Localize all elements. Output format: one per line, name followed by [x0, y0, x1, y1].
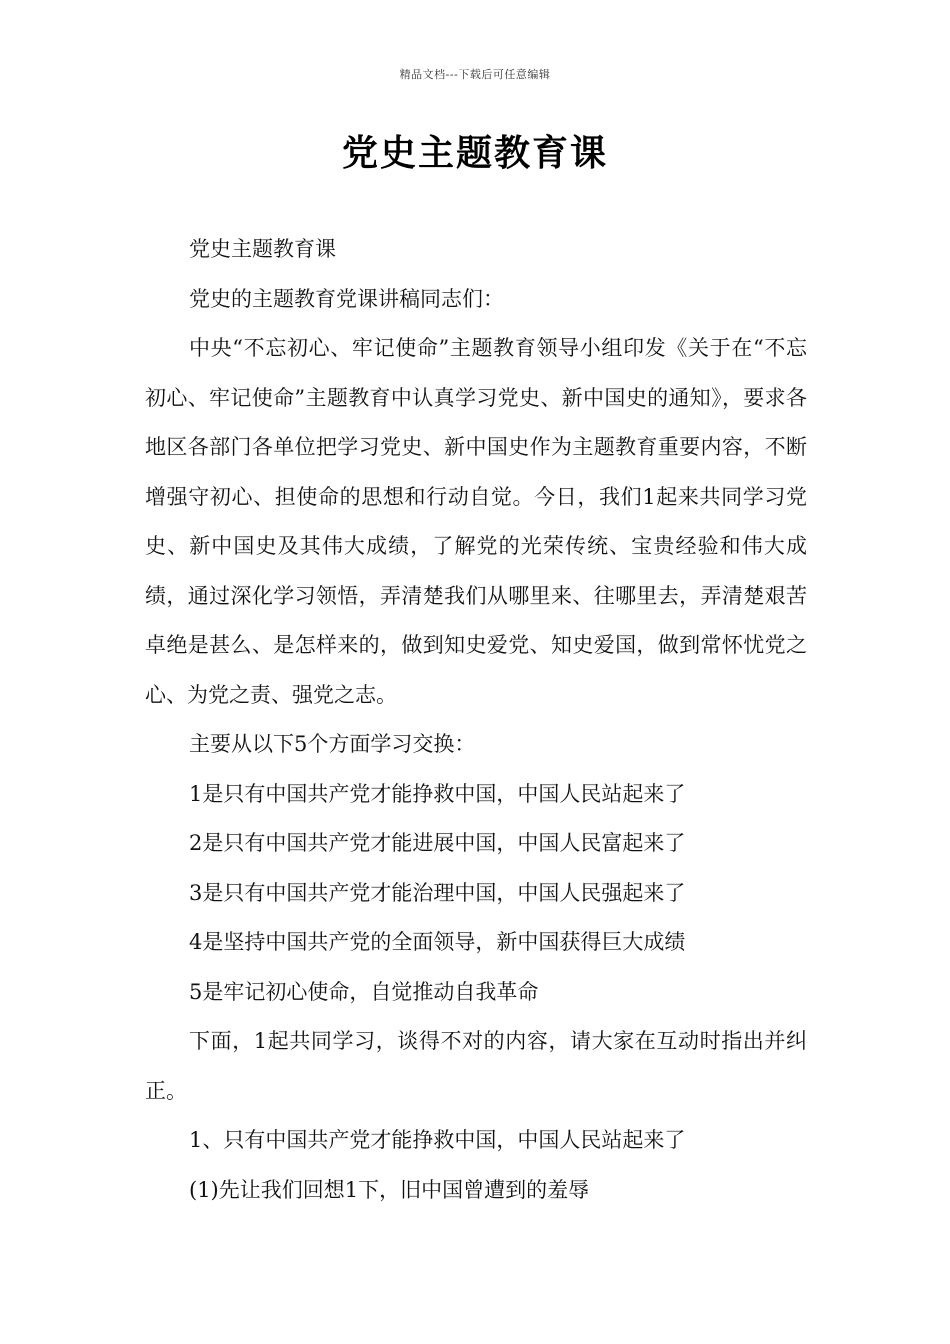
document-body: [145, 225, 807, 1215]
paragraph-intro: 中央“不忘初心、牢记使命”主题教育领导小组印发《关于在“不忘初心、牢记使命”主题教育中认真学习党史、新中国史的通知》，要求各地区各部门各单位把学习党史、新中国史作为主题教育重要内容，不断增强守初心、担使命的思想和行动自觉。今日，我们1起来共同学习党史、新中国史及其伟大成绩，了解党的光荣传统、宝贵经验和伟大成绩，通过深化学习领悟，弄清楚我们从哪里来、往哪里去，弄清楚艰苦卓绝是甚么、是怎样来的，做到知史爱党、知史爱国，做到常怀忧党之心、为党之责、强党之志。: [145, 336, 807, 707]
section-heading-1: 1、只有中国共产党才能挣救中国，中国人民站起来了: [189, 1128, 686, 1152]
outline-item-3: 3是只有中国共产党才能治理中国，中国人民强起来了: [189, 880, 686, 905]
document-title: 党史主题教育课: [341, 132, 608, 174]
paragraph-transition: 下面，1起共同学习，谈得不对的内容，请大家在互动时指出并纠正。: [145, 1029, 807, 1103]
outline-item-5: 5是牢记初心使命，自觉推动自我革命: [189, 979, 539, 1004]
outline-item-4: 4是坚持中国共产党的全面领导，新中国获得巨大成绩: [189, 930, 686, 954]
subsection-heading-1: (1)先让我们回想1下，旧中国曾遭到的羞辱: [189, 1177, 590, 1202]
outline-item-1: 1是只有中国共产党才能挣救中国，中国人民站起来了: [189, 781, 686, 806]
paragraph-outline-lead: 主要从以下5个方面学习交换：: [189, 732, 476, 756]
paragraph-subtitle: 党史主题教育课: [189, 237, 336, 261]
outline-item-2: 2是只有中国共产党才能进展中国，中国人民富起来了: [189, 831, 686, 855]
paragraph-greeting: 党史的主题教育党课讲稿同志们：: [189, 286, 504, 311]
header-note: 精品文档---下载后可任意编辑: [399, 68, 551, 81]
